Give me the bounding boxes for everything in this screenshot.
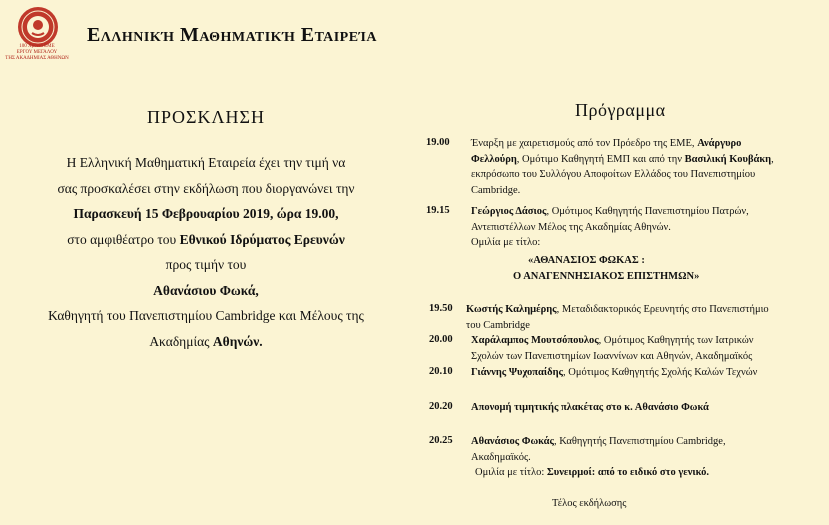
talk-title: Συνειρμοί: από το ειδικό στο γενικό. xyxy=(546,467,710,478)
speaker-name: Βασιλική Κουβάκη xyxy=(684,153,772,165)
program-text: Έναρξη με χαιρετισμούς από τον Πρόεδρο της ΕΜΕ, xyxy=(471,138,698,149)
venue-prefix: στο αμφιθέατρο του xyxy=(67,231,180,247)
speaker-name: Γιάννης Ψυχοπαίδης xyxy=(471,367,563,378)
program-line xyxy=(471,333,816,349)
talk-title-line: «ΑΘΑΝΑΣΙΟΣ ΦΩΚΑΣ : xyxy=(528,255,645,266)
award-line: Απονομή τιμητικής πλακέτας στο κ. Αθανάσιο Φωκά xyxy=(471,402,709,413)
program-item xyxy=(471,365,816,381)
logo-caption-line: ΕΡΓΟΥ ΜΕΓΑΛΟΥ xyxy=(16,50,58,55)
talk-title-line: Ο ΑΝΑΓΕΝΝΗΣΙΑΚΟΣ ΕΠΙΣΤΗΜΩΝ» xyxy=(513,271,700,282)
program-item xyxy=(471,400,816,416)
academy-name: Αθηνών. xyxy=(212,333,263,349)
program-time: 19.50 xyxy=(429,303,453,314)
invitation-line: σας προσκαλέσει στην εκδήλωση που διοργανώνει την xyxy=(57,180,355,196)
program-line xyxy=(471,204,816,220)
program-line: Αντεπιστέλλων Μέλος της Ακαδημίας Αθηνών. xyxy=(471,221,671,233)
venue-name: Εθνικού Ιδρύματος Ερευνών xyxy=(179,231,345,247)
speaker-name: Γεώργιος Δάσιος xyxy=(471,206,547,217)
speaker-name: Ανάργυρο xyxy=(697,138,742,149)
program-line xyxy=(471,465,816,481)
program-time: 20.00 xyxy=(429,334,453,345)
program-line: του Cambridge xyxy=(466,319,530,331)
program-title: Πρόγραμμα xyxy=(575,100,666,120)
academy-prefix: Ακαδημίας xyxy=(149,333,213,349)
program-item xyxy=(471,333,816,364)
program-text: , Μεταδιδακτορικός Ερευνητής στο Πανεπιστήμιο xyxy=(556,304,769,315)
invitation-body xyxy=(0,150,412,354)
logo-caption xyxy=(4,44,70,62)
program-text: , xyxy=(771,153,774,165)
program-line xyxy=(471,152,816,168)
program-item xyxy=(471,136,816,198)
program-time: 19.00 xyxy=(426,137,450,148)
program-line xyxy=(471,434,816,450)
program-line: εκπρόσωπο του Συλλόγου Αποφοίτων Ελλάδος του Πανεπιστημίου xyxy=(471,169,756,180)
program-time: 20.25 xyxy=(429,435,453,446)
invitation-line: Καθηγητή του Πανεπιστημίου Cambridge και Μέλους της xyxy=(48,308,364,323)
speaker-name: Κωστής Καλημέρης xyxy=(466,304,557,315)
program-line xyxy=(466,302,811,318)
speaker-name: Αθανάσιος Φωκάς xyxy=(471,436,554,447)
program-item xyxy=(471,204,816,251)
invitation-date: Παρασκευή 15 Φεβρουαρίου 2019, ώρα 19.00, xyxy=(73,206,339,221)
program-line: Σχολών των Πανεπιστημίων Ιωαννίνων και Αθηνών, Ακαδημαϊκός xyxy=(471,350,753,362)
speaker-name: Φελλούρη xyxy=(471,153,517,165)
program-time: 20.10 xyxy=(429,366,453,377)
invitation-title: ΠΡΟΣΚΛΗΣΗ xyxy=(146,107,265,127)
program-line: Cambridge. xyxy=(471,184,521,196)
program-item xyxy=(466,302,811,333)
program-time: 20.20 xyxy=(429,401,453,412)
program-item xyxy=(471,434,816,481)
logo-caption-line: ΤΗΣ ΑΚΑΔΗΜΙΑΣ ΑΘΗΝΩΝ xyxy=(5,56,69,61)
program-text: , Ομότιμος Καθηγητής των Ιατρικών xyxy=(598,335,754,346)
org-title: Ελληνική Μαθηματική Εταιρεία xyxy=(87,24,377,46)
speaker-name: Χαράλαμπος Μουτσόπουλος xyxy=(471,335,599,346)
program-time: 19.15 xyxy=(426,205,450,216)
invitation-line: Η Ελληνική Μαθηματική Εταιρεία έχει την τιμή να xyxy=(66,155,346,170)
program-line: Ακαδημαϊκός. xyxy=(471,451,531,463)
invitation-venue xyxy=(0,227,412,253)
program-text: , Ομότιμο Καθηγητή ΕΜΠ και από την xyxy=(516,153,685,165)
program-line: Ομιλία με τίτλο: xyxy=(471,237,541,248)
program-end: Τέλος εκδήλωσης xyxy=(552,498,627,509)
invitation-line: προς τιμήν του xyxy=(165,257,247,272)
program-line xyxy=(471,365,816,381)
program-text: , Καθηγητής Πανεπιστημίου Cambridge, xyxy=(553,436,726,447)
logo-caption-line: 100 Χρόνια ΕΜΕ xyxy=(19,44,55,49)
program-text: Ομιλία με τίτλο: xyxy=(475,467,547,478)
invitation-line xyxy=(0,329,412,355)
program-text: , Ομότιμος Καθηγητής Σχολής Καλών Τεχνών xyxy=(562,367,758,378)
program-line xyxy=(471,136,816,152)
honoree-name: Αθανάσιου Φωκά, xyxy=(153,282,259,298)
program-text: , Ομότιμος Καθηγητής Πανεπιστημίου Πατρών, xyxy=(546,206,749,217)
